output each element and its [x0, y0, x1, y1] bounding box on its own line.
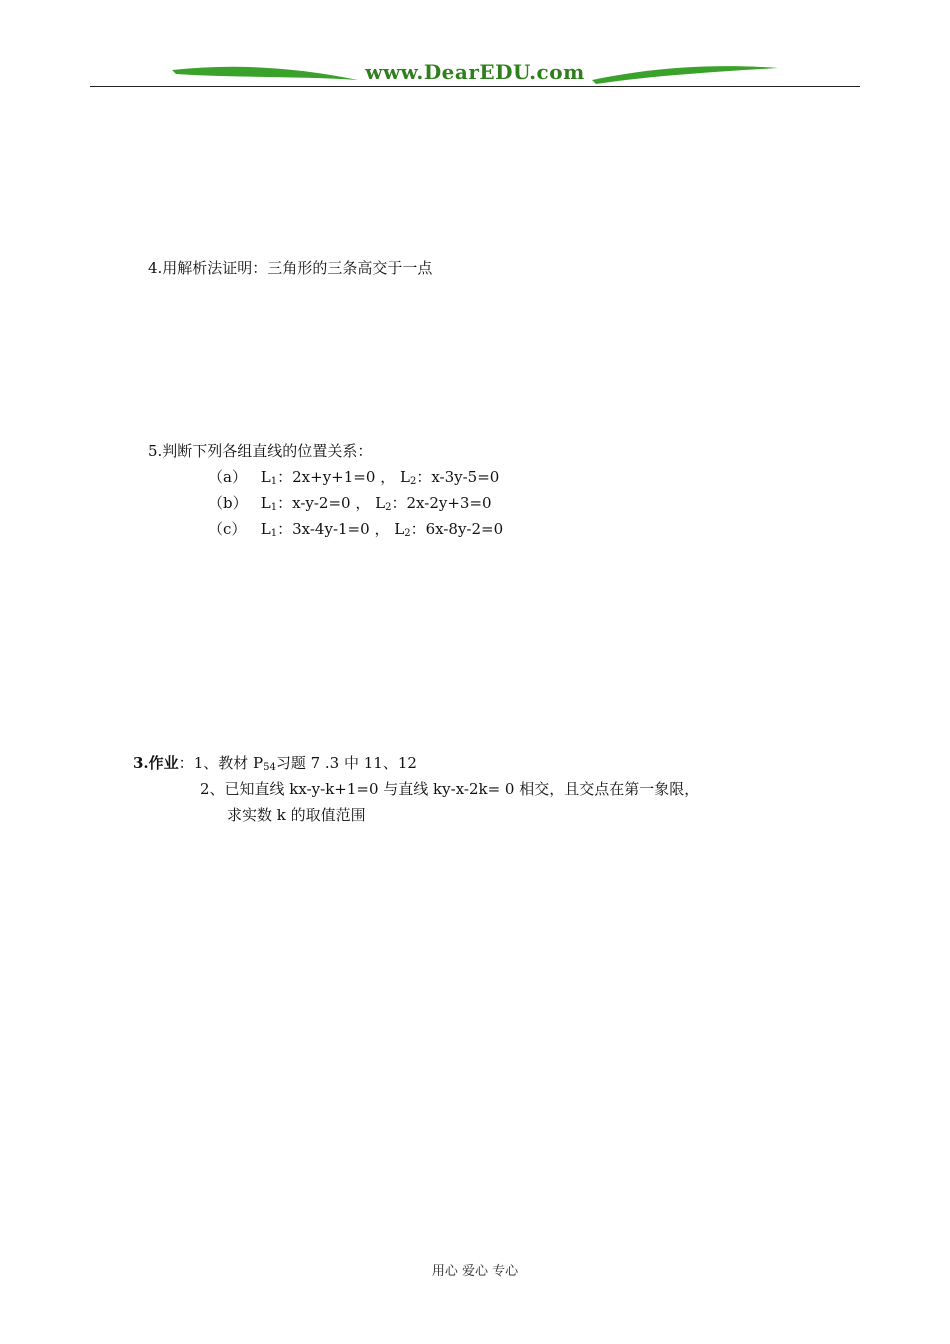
right-swoosh-graphic [590, 62, 780, 86]
line-l1-equation: ：x-y-2=0 [277, 494, 351, 512]
line-l2-prefix: L [375, 494, 386, 512]
question-5: 5.判断下列各组直线的位置关系： [148, 442, 373, 460]
line-l2-prefix: L [399, 468, 410, 486]
line-l2-subscript: 2 [409, 476, 417, 487]
question-5-item-a [208, 467, 499, 492]
question-5-item-c [208, 519, 503, 544]
site-logo: www.DearEDU.com [365, 60, 585, 84]
page-footer: 用心 爱心 专心 [431, 1264, 519, 1279]
line-l1-subscript: 1 [270, 528, 278, 539]
homework-line-2: 2、已知直线 kx-y-k+1=0 与直线 ky-x-2k= 0 相交，且交点在第一象限， [200, 780, 700, 798]
item-label: （c） [208, 520, 247, 538]
question-4: 4.用解析法证明：三角形的三条高交于一点 [148, 259, 433, 277]
page-subscript: 54 [263, 762, 276, 773]
line-l2-subscript: 2 [404, 528, 411, 539]
homework-line-3: 求实数 k 的取值范围 [227, 806, 366, 824]
question-5-item-b [208, 493, 492, 518]
line-l2-equation: ：x-3y-5=0 [416, 468, 500, 486]
header-divider [90, 86, 860, 87]
homework-line-1 [133, 753, 417, 778]
separator: ， [374, 520, 390, 538]
homework-colon: ： [178, 754, 194, 772]
line-l1-prefix: L [260, 520, 271, 538]
item-label: （a） [208, 468, 247, 486]
line-l2-equation: ：6x-8y-2=0 [410, 520, 504, 538]
left-swoosh-graphic [170, 62, 360, 86]
item-label: （b） [208, 494, 248, 512]
line-l2-prefix: L [394, 520, 405, 538]
line-l2-subscript: 2 [385, 502, 392, 513]
line-l1-equation: ：2x+y+1=0 [277, 468, 376, 486]
page-header [0, 0, 950, 100]
homework-item-1-suffix: 习题 7 .3 中 11、12 [275, 754, 417, 772]
line-l1-prefix: L [260, 468, 271, 486]
line-l1-prefix: L [260, 494, 271, 512]
homework-item-1-prefix: 1、教材 P [193, 754, 264, 772]
line-l1-subscript: 1 [270, 476, 278, 487]
line-l1-subscript: 1 [270, 502, 278, 513]
separator: ， [380, 468, 396, 486]
separator: ， [355, 494, 371, 512]
homework-title: 3.作业 [133, 754, 179, 772]
line-l2-equation: ：2x-2y+3=0 [391, 494, 492, 512]
line-l1-equation: ：3x-4y-1=0 [277, 520, 370, 538]
